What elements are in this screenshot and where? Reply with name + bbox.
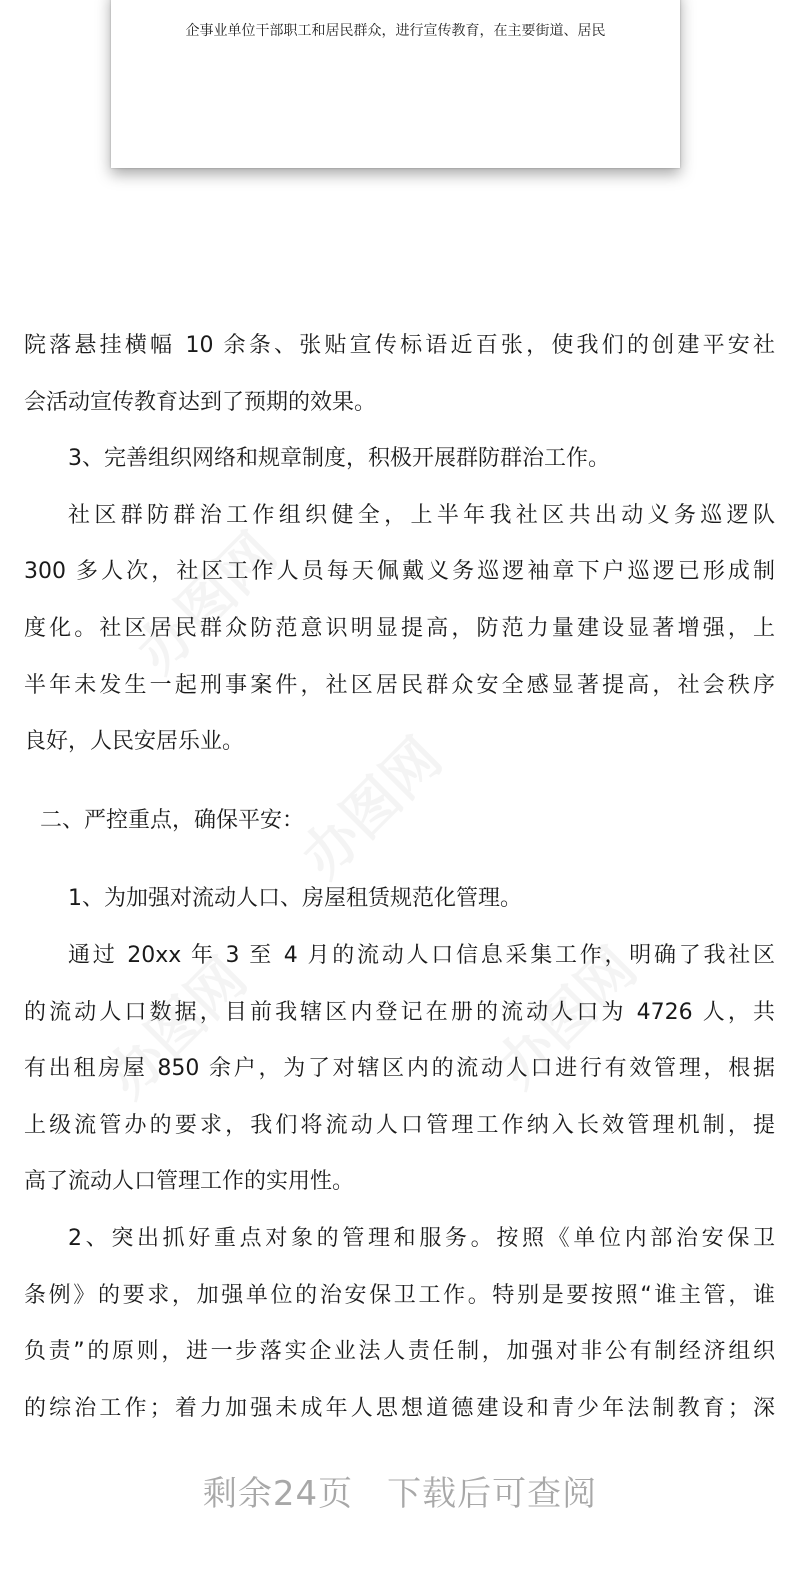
- previous-page-text: 企事业单位干部职工和居民群众，进行宣传教育，在主要街道、居民: [185, 23, 606, 39]
- body-line: 院落悬挂横幅 10 余条、张贴宣传标语近百张，使我们的创建平安社: [24, 333, 775, 358]
- document-page: [24, 318, 775, 1437]
- download-to-read-text: 下载后可查阅: [387, 1474, 598, 1514]
- body-line: 300 多人次，社区工作人员每天佩戴义务巡逻袖章下户巡逻已形成制: [24, 559, 775, 585]
- body-line: 负责”的原则，进一步落实企业法人责任制，加强对非公有制经济组织: [24, 1339, 775, 1365]
- body-line: 上级流管办的要求，我们将流动人口管理工作纳入长效管理机制，提: [24, 1112, 775, 1138]
- body-line: 的流动人口数据，目前我辖区内登记在册的流动人口为 4726 人，共: [24, 999, 775, 1025]
- body-line: 会活动宣传教育达到了预期的效果。: [24, 389, 377, 415]
- section-heading: 二、严控重点，确保平安：: [40, 807, 305, 833]
- body-line: 社区群防群治工作组织健全，上半年我社区共出动义务巡逻队: [68, 502, 775, 528]
- body-line: 良好，人民安居乐业。: [24, 729, 245, 755]
- previous-page-card: [111, 0, 680, 168]
- body-line: 条例》的要求，加强单位的治安保卫工作。特别是要按照“谁主管，谁: [24, 1282, 775, 1308]
- download-prompt[interactable]: [0, 1466, 800, 1515]
- subheading: 3、完善组织网络和规章制度，积极开展群防群治工作。: [68, 446, 610, 472]
- body-line: 有出租房屋 850 余户，为了对辖区内的流动人口进行有效管理，根据: [24, 1056, 775, 1082]
- body-line: 2、突出抓好重点对象的管理和服务。按照《单位内部治安保卫: [68, 1225, 775, 1251]
- body-line: 高了流动人口管理工作的实用性。: [24, 1169, 355, 1195]
- remaining-pages-text: 剩余24页: [202, 1474, 354, 1514]
- body-line: 度化。社区居民群众防范意识明显提高，防范力量建设显著增强，上: [24, 615, 775, 641]
- subheading: 1、为加强对流动人口、房屋租赁规范化管理。: [68, 886, 522, 912]
- body-line: 通过 20xx 年 3 至 4 月的流动人口信息采集工作，明确了我社区: [68, 942, 775, 968]
- body-line: 半年未发生一起刑事案件，社区居民群众安全感显著提高，社会秩序: [24, 672, 775, 698]
- body-line: 的综治工作；着力加强未成年人思想道德建设和青少年法制教育；深: [24, 1395, 775, 1421]
